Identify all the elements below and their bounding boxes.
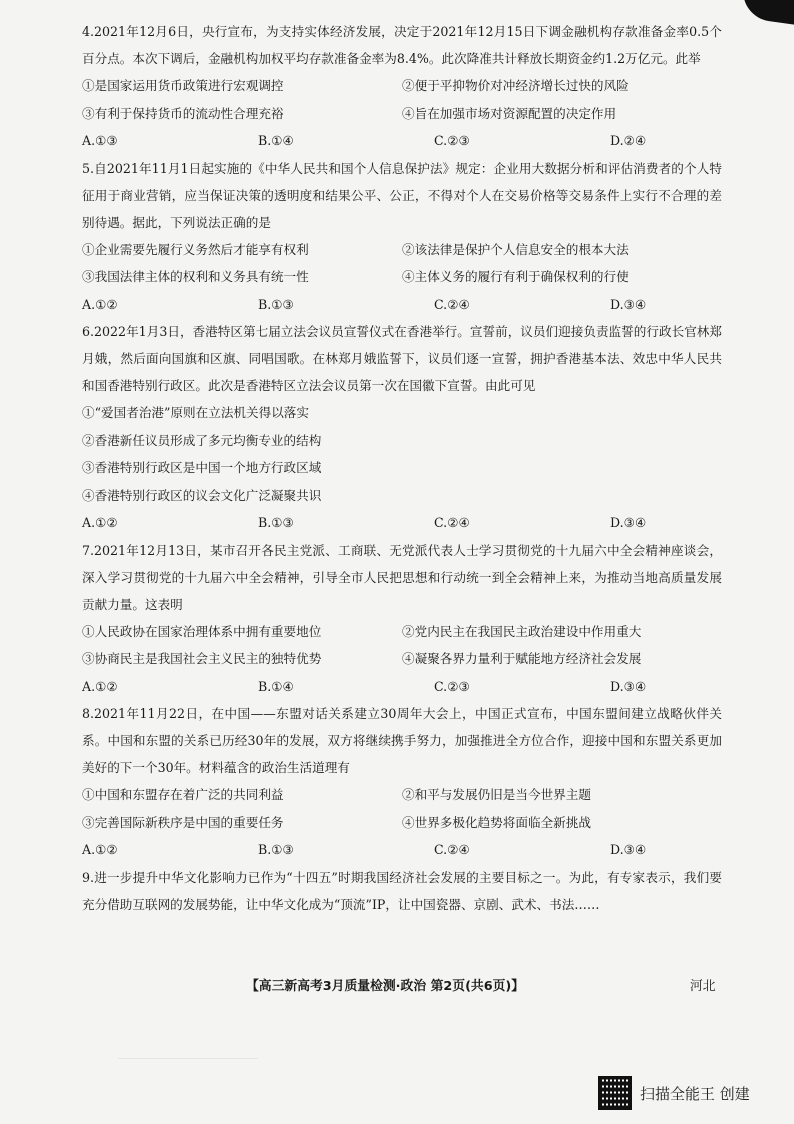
scanner-watermark bbox=[598, 1076, 750, 1110]
answer-d: D.③④ bbox=[610, 296, 647, 312]
question-stem: 5.自2021年11月1日起实施的《中华人民共和国个人信息保护法》规定：企业用大数据分析和评估消费者的个人特征用于商业营销，应当保证决策的透明度和结果公平、公正，不得对个人在交易价格等交易条件上实行不合理的差别待遇。据此，下列说法正确的是 bbox=[82, 160, 722, 230]
question-stem: 7.2021年12月13日，某市召开各民主党派、工商联、无党派代表人士学习贯彻党的十九届六中全会精神座谈会，深入学习贯彻党的十九届六中全会精神，引导全市人民把思想和行动统一到全会精神上来，为推动当地高质量发展贡献力量。这表明 bbox=[82, 542, 722, 612]
answer-a: A.①② bbox=[82, 515, 118, 530]
question-stem: 4.2021年12月6日，央行宣布，为支持实体经济发展，决定于2021年12月15日下调金融机构存款准备金率0.5个百分点。本次下调后，金融机构加权平均存款准备金率为8.4%。此次降准共计释放长期资金约1.2万亿元。此举 bbox=[82, 24, 722, 66]
answer-choices bbox=[82, 673, 722, 701]
answer-b: B.①③ bbox=[258, 842, 294, 857]
answer-d: D.②④ bbox=[610, 133, 647, 148]
answer-c: C.②④ bbox=[434, 515, 470, 530]
option-2: ②香港新任议员形成了多元均衡专业的结构 bbox=[82, 432, 322, 448]
option-3: ③协商民主是我国社会主义民主的独特优势 bbox=[82, 651, 322, 666]
option-4: ④凝聚各界力量利于赋能地方经济社会发展 bbox=[402, 651, 642, 666]
option-1: ①是国家运用货币政策进行宏观调控 bbox=[82, 78, 284, 93]
answer-a: A.①③ bbox=[82, 133, 118, 148]
question-7 bbox=[82, 537, 722, 701]
page-footer-region: 河北 bbox=[690, 979, 716, 994]
answer-a: A.①② bbox=[82, 296, 118, 312]
option-2: ②便于平抑物价对冲经济增长过快的风险 bbox=[402, 78, 629, 93]
page-footer-title: 【高三新高考3月质量检测·政治 第2页(共6页)】 bbox=[246, 979, 525, 994]
answer-b: B.①③ bbox=[258, 515, 294, 530]
answer-a: A.①② bbox=[82, 842, 118, 857]
answer-choices bbox=[82, 291, 722, 319]
question-6 bbox=[82, 318, 722, 537]
option-1: ①人民政协在国家治理体系中拥有重要地位 bbox=[82, 623, 322, 639]
answer-b: B.①④ bbox=[258, 678, 294, 694]
option-2: ②和平与发展仍旧是当今世界主题 bbox=[402, 787, 591, 802]
answer-b: B.①③ bbox=[258, 296, 294, 312]
answer-choices bbox=[82, 836, 722, 864]
answer-c: C.②③ bbox=[434, 678, 470, 694]
option-4: ④旨在加强市场对资源配置的决定作用 bbox=[402, 105, 617, 121]
question-stem: 8.2021年11月22日，在中国——东盟对话关系建立30周年大会上，中国正式宣布，中国东盟间建立战略伙伴关系。中国和东盟的关系已历经30年的发展，双方将继续携手努力，加强推进全方位合作，迎接中国和东盟关系更加美好的下一个30年。材料蕴含的政治生活道理有 bbox=[82, 706, 722, 775]
qr-code-icon bbox=[598, 1076, 632, 1110]
option-1: ①企业需要先履行义务然后才能享有权利 bbox=[82, 241, 309, 257]
question-9 bbox=[82, 864, 722, 918]
question-list bbox=[82, 18, 722, 918]
option-3: ③香港特别行政区是中国一个地方行政区域 bbox=[82, 460, 322, 475]
option-3: ③我国法律主体的权利和义务具有统一性 bbox=[82, 269, 309, 284]
answer-d: D.③④ bbox=[610, 678, 647, 694]
option-3: ③完善国际新秩序是中国的重要任务 bbox=[82, 814, 284, 830]
answer-c: C.②④ bbox=[434, 842, 470, 857]
answer-d: D.③④ bbox=[610, 842, 647, 857]
question-stem: 9.进一步提升中华文化影响力已作为“十四五”时期我国经济社会发展的主要目标之一。为此，有专家表示，我们要充分借助互联网的发展势能，让中华文化成为“顶流”IP，让中国瓷器、京剧、武术、书法…… bbox=[82, 869, 722, 912]
option-2: ②该法律是保护个人信息安全的根本大法 bbox=[402, 241, 629, 257]
answer-choices bbox=[82, 509, 722, 537]
answer-c: C.②④ bbox=[434, 296, 470, 312]
question-5 bbox=[82, 155, 722, 319]
watermark-text: 扫描全能王 创建 bbox=[640, 1084, 750, 1103]
answer-c: C.②③ bbox=[434, 133, 470, 148]
answer-d: D.③④ bbox=[610, 515, 647, 530]
question-stem: 6.2022年1月3日，香港特区第七届立法会议员宣誓仪式在香港举行。宣誓前，议员们迎接负责监誓的行政长官林郑月娥，然后面向国旗和区旗、同唱国歌。在林郑月娥监誓下，议员们逐一宣誓，拥护香港基本法、效忠中华人民共和国香港特别行政区。此次是香港特区立法会议员第一次在国徽下宣誓。由此可见 bbox=[82, 324, 722, 393]
answer-b: B.①④ bbox=[258, 133, 294, 148]
option-1: ①中国和东盟存在着广泛的共同利益 bbox=[82, 787, 284, 802]
option-4: ④主体义务的履行有利于确保权利的行使 bbox=[402, 269, 629, 284]
page-corner-shadow bbox=[739, 0, 794, 27]
option-4: ④世界多极化趋势将面临全新挑战 bbox=[402, 814, 591, 830]
divider bbox=[118, 1058, 258, 1059]
option-4: ④香港特别行政区的议会文化广泛凝聚共识 bbox=[82, 487, 322, 503]
question-8 bbox=[82, 700, 722, 864]
question-4 bbox=[82, 18, 722, 155]
answer-choices bbox=[82, 127, 722, 155]
option-2: ②党内民主在我国民主政治建设中作用重大 bbox=[402, 623, 642, 639]
answer-a: A.①② bbox=[82, 678, 118, 694]
option-3: ③有利于保持货币的流动性合理充裕 bbox=[82, 105, 284, 121]
option-1: ①“爱国者治港”原则在立法机关得以落实 bbox=[82, 405, 309, 420]
